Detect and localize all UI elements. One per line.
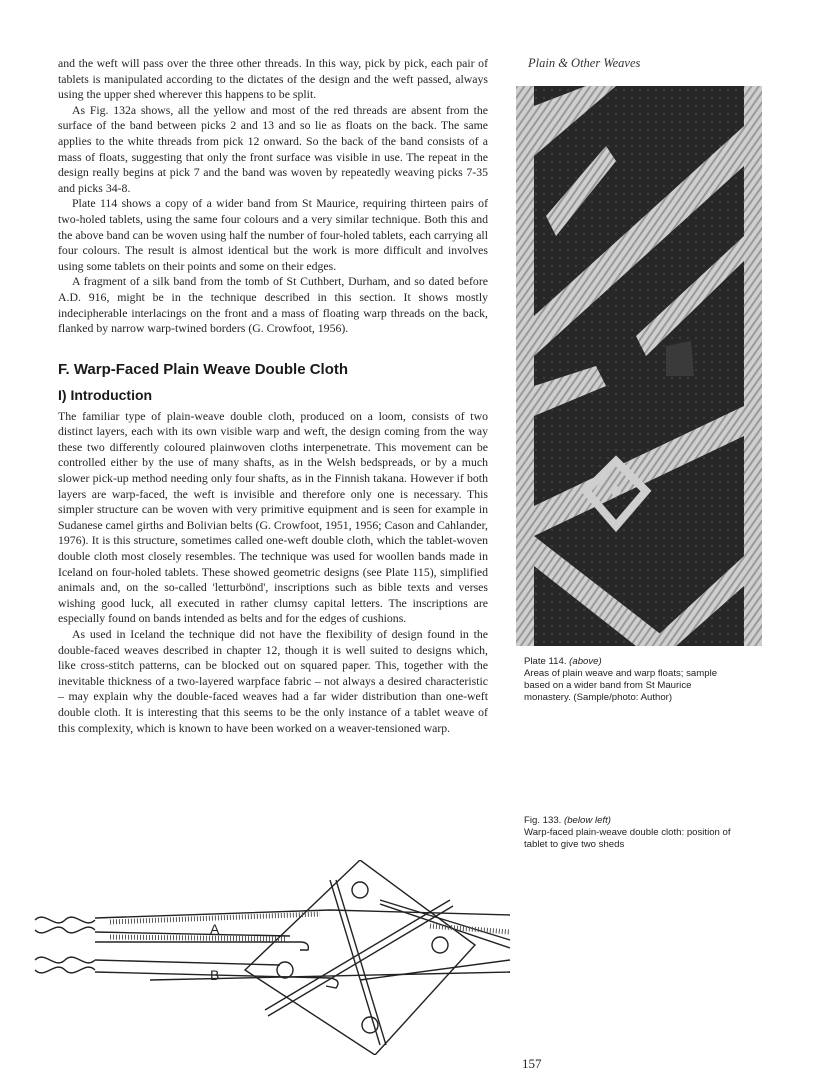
plate-caption-label: Plate 114. xyxy=(524,656,567,667)
paragraph: As used in Iceland the technique did not have the flexibility of design found in the double-faced weaves described in chapter 12, though it is well suited to designs which, like cross-stitch patterns, can be blocked out on squared paper. This, together with the inevitable thickness of a two-layered warpface fabric – not always a desired characteristic – may explain why the double-faced weaves had a far wider distribution than one-weft double cloth. It is interesting that this seems to be the only instance of a tablet weave of this complexity, which is known to have been worked on a weaver-tensioned warp. xyxy=(58,627,488,735)
figure-caption-text: Warp-faced plain-weave double cloth: position of tablet to give two sheds xyxy=(524,827,731,850)
paragraph: Plate 114 shows a copy of a wider band from St Maurice, requiring thirteen pairs of two-holed tablets, using the same four colours and a very similar technique. Both this and the above band can be woven using half the number of four-holed tablets, each carrying all four colours. The result is almost identical but the work is more difficult and involves using some tablets on their points and some on their edges. xyxy=(58,196,488,273)
paragraph: The familiar type of plain-weave double cloth, produced on a loom, consists of two distinct layers, each with its own visible warp and weft, the design coming from the way these two differently coloured plainwoven cloths interpenetrate. This movement can be controlled either by the use of many shafts, as in the Welsh bedspreads, or by a much slower pick-up method needing only four shafts, as in the Finnish takana. However if both layers are warp-faced, the weft is invisible and therefore only one is necessary. This simpler structure can be woven with very primitive equipment and is seen for example in Sudanese camel girths and Bolivian belts (G. Crowfoot, 1951, 1956; Cason and Cahlander, 1976). It is this structure, sometimes called one-weft double cloth, which the tablet-woven double cloth most closely resembles. The technique was used for woollen bands made in Iceland on four-holed tablets. These showed geometric designs (see Plate 115), simplified animals and, on the so-called 'letturbönd', inscriptions such as bible texts and verses wishing good luck, all executed in rather clumsy capital letters. The inscriptions are especially found on bands intended as belts and for the edges of cushions. xyxy=(58,408,488,626)
figure-caption-position: (below left) xyxy=(564,815,611,826)
running-head: Plain & Other Weaves xyxy=(528,56,641,70)
figure-caption xyxy=(524,815,734,851)
page-number: 157 xyxy=(522,1056,542,1071)
label-b: B xyxy=(210,967,220,983)
plate-114-photo xyxy=(516,86,762,646)
figure-133-diagram xyxy=(30,860,520,1055)
paragraph: A fragment of a silk band from the tomb of St Cuthbert, Durham, and so dated before A.D. 916, might be in the technique described in this section. It shows mostly indecipherable interlacings on the front and a mass of floating warp threads on the back, flanked by narrow warp-twined borders (G. Crowfoot, 1956). xyxy=(58,274,488,336)
figure-caption-label: Fig. 133. xyxy=(524,815,562,826)
plate-caption xyxy=(524,656,734,704)
subsection-heading: I) Introduction xyxy=(58,386,153,403)
paragraph: As Fig. 132a shows, all the yellow and most of the red threads are absent from the surface of the band between picks 2 and 13 and so lie as floats on the back. The same applies to the white threads from pick 12 onward. So the back of the band consists of a mass of floats, suggesting that only the front surface was visible in use. The repeat in the design really begins at pick 7 and the band was woven by repeatedly weaving picks 7-35 and picks 34-8. xyxy=(58,102,488,195)
section-heading: F. Warp-Faced Plain Weave Double Cloth xyxy=(58,360,349,378)
plate-caption-position: (above) xyxy=(569,656,602,667)
main-text-column xyxy=(58,56,488,736)
plate-caption-text: Areas of plain weave and warp floats; sample based on a wider band from St Maurice monastery. (Sample/photo: Author) xyxy=(524,668,718,703)
paragraph: and the weft will pass over the three other threads. In this way, pick by pick, each pair of tablets is manipulated according to the dictates of the design and the weft passed, always using the upper shed wherever this happens to be split. xyxy=(58,56,488,102)
label-a: A xyxy=(210,921,220,937)
